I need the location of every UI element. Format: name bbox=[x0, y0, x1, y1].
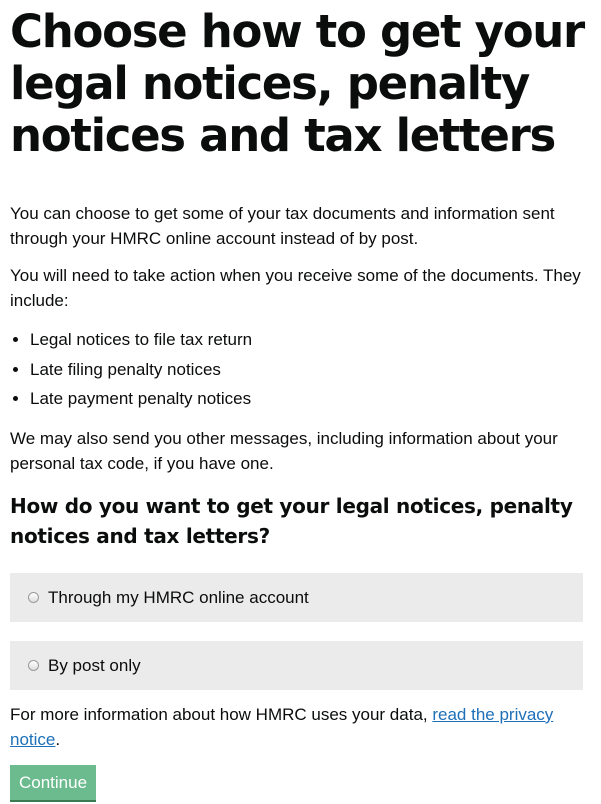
action-paragraph: You will need to take action when you receive some of the documents. They include: bbox=[10, 266, 581, 310]
radio-post-only[interactable] bbox=[28, 660, 39, 671]
other-messages-paragraph: We may also send you other messages, including information about your personal tax code, if you have one. bbox=[10, 428, 558, 473]
privacy-paragraph bbox=[10, 702, 591, 752]
documents-list bbox=[10, 325, 591, 414]
option-post-only-label: By post only bbox=[48, 655, 141, 675]
option-online-account-label: Through my HMRC online account bbox=[48, 587, 309, 607]
option-post-only[interactable] bbox=[10, 641, 583, 690]
privacy-suffix: . bbox=[55, 729, 61, 749]
list-item: • Late filing penalty notices bbox=[30, 355, 591, 385]
privacy-notice-link[interactable]: read the privacy notice bbox=[10, 704, 554, 749]
delivery-options bbox=[10, 573, 591, 690]
intro-paragraph: You can choose to get some of your tax documents and information sent through your HMRC online account instead of by post. bbox=[10, 204, 555, 248]
privacy-prefix: For more information about how HMRC uses your data, bbox=[10, 704, 433, 724]
list-item: • Late payment penalty notices bbox=[30, 384, 591, 414]
radio-online-account[interactable] bbox=[28, 592, 39, 603]
continue-button[interactable]: Continue bbox=[10, 765, 96, 800]
page-title: Choose how to get your legal notices, penalty notices and tax letters bbox=[10, 5, 584, 162]
list-item: • Legal notices to file tax return bbox=[30, 325, 591, 355]
delivery-question: How do you want to get your legal notices, penalty notices and tax letters? bbox=[10, 493, 573, 548]
option-online-account[interactable] bbox=[10, 573, 583, 622]
